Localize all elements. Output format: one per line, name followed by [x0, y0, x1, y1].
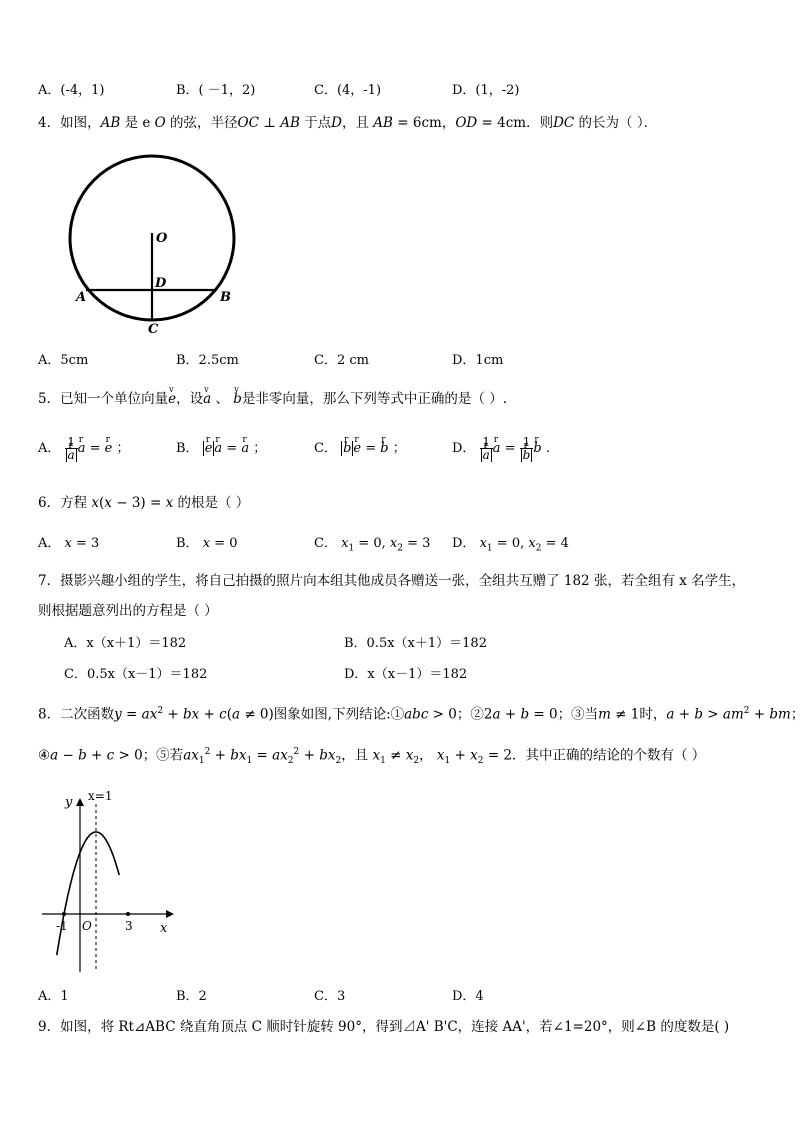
q5-option-d: D． 1 r a r a = 1 r b r b . [452, 432, 550, 466]
q7-option-c: C．0.5x（x－1）＝182 [64, 667, 208, 682]
q6-option-b: B． x = 0 [176, 536, 238, 551]
label-o: O [156, 231, 168, 246]
q7-option-d: D．x（x－1）＝182 [344, 667, 468, 682]
q8-stem-line-1: 8．二次函数$y = ax^2$ + bx + c(a ≠ 0)图象如图,下列结论:①abc > 0；②2a + b = 0；③当m ≠ 1时，$a + b > am^2$ + bm； [38, 706, 804, 723]
circle-chord-figure [60, 155, 250, 340]
y-axis-arrow [76, 798, 84, 806]
parabola-graph [38, 786, 178, 976]
label-c: C [148, 322, 159, 337]
q8-stem-line-2: ④a − b + c > 0；⑤若$ax_1^2 + bx_1 = ax_2^2 + bx_2$，且 $x_1 \ne x_2$， $x_1 + x_2 = 2$．其中正确的结论的个数有（ ） [38, 747, 706, 767]
root-point-3 [126, 912, 130, 916]
q5-stem: 5．已知一个单位向量v e，设v a 、 v b是非零向量，那么下列等式中正确的是（ ）. [38, 390, 507, 408]
axis-of-symmetry-label: x=1 [88, 789, 113, 803]
q8-option-c: C．3 [314, 989, 346, 1004]
q5-option-b: B． r er a = r a ； [176, 432, 266, 466]
x-label: x [160, 921, 168, 936]
parabola-curve [57, 832, 119, 955]
tick-neg1: -1 [56, 919, 68, 933]
q7-line-1: 7．摄影兴趣小组的学生，将自己拍摄的照片向本组其他成员各赠送一张，全组共互赠了 182 张，若全组有 x 名学生， [38, 573, 746, 589]
q7-option-a: A．x（x＋1）＝182 [64, 636, 187, 651]
q5-option-a: A． 1 r a r a = r e ； [38, 432, 129, 466]
q4-option-b: B．2.5cm [176, 353, 239, 368]
q4-option-d: D．1cm [452, 353, 504, 368]
q4-option-a: A．5cm [38, 353, 89, 368]
q6-option-d: D． $x_1 = 0$, $x_2 = 4$ [452, 536, 569, 554]
q4-option-c: C．2 cm [314, 353, 369, 368]
origin-label: O [82, 919, 92, 933]
label-d: D [155, 276, 167, 291]
q5-option-c: C． r br e = r b ； [314, 432, 406, 466]
q3-option-d: D．(1，-2) [452, 83, 520, 98]
q3-option-b: B．( －1，2) [176, 83, 256, 98]
label-a: A [76, 290, 87, 305]
label-b: B [220, 290, 231, 305]
q6-option-c: C． $x_1 = 0$, $x_2 = 3$ [314, 536, 431, 554]
q9-stem: 9．如图，将 Rt⊿ABC 绕直角顶点 C 顺时针旋转 90°，得到⊿A' B'C，连接 AA'，若∠1=20°，则∠B 的度数是( ) [38, 1019, 730, 1035]
y-label: y [65, 795, 73, 810]
q6-stem: 6．方程 x(x − 3) = x 的根是（ ） [38, 495, 250, 511]
q8-option-b: B．2 [176, 989, 207, 1004]
q3-option-c: C．(4，-1) [314, 83, 382, 98]
q7-line-2: 则根据题意列出的方程是（ ） [38, 603, 218, 619]
x-axis-arrow [166, 910, 174, 918]
q8-option-d: D．4 [452, 989, 484, 1004]
tick-3: 3 [125, 919, 133, 933]
q8-option-a: A．1 [38, 989, 69, 1004]
q6-option-a: A． x = 3 [38, 536, 100, 551]
root-point-neg1 [62, 912, 66, 916]
q3-option-a: A．(-4，1) [38, 83, 105, 98]
q4-stem: 4．如图，AB 是 e O 的弦，半径OC ⊥ AB 于点D，且 AB = 6cm，OD = 4cm．则DC 的长为（ ）． [38, 115, 658, 131]
q7-option-b: B．0.5x（x＋1）＝182 [344, 636, 487, 651]
